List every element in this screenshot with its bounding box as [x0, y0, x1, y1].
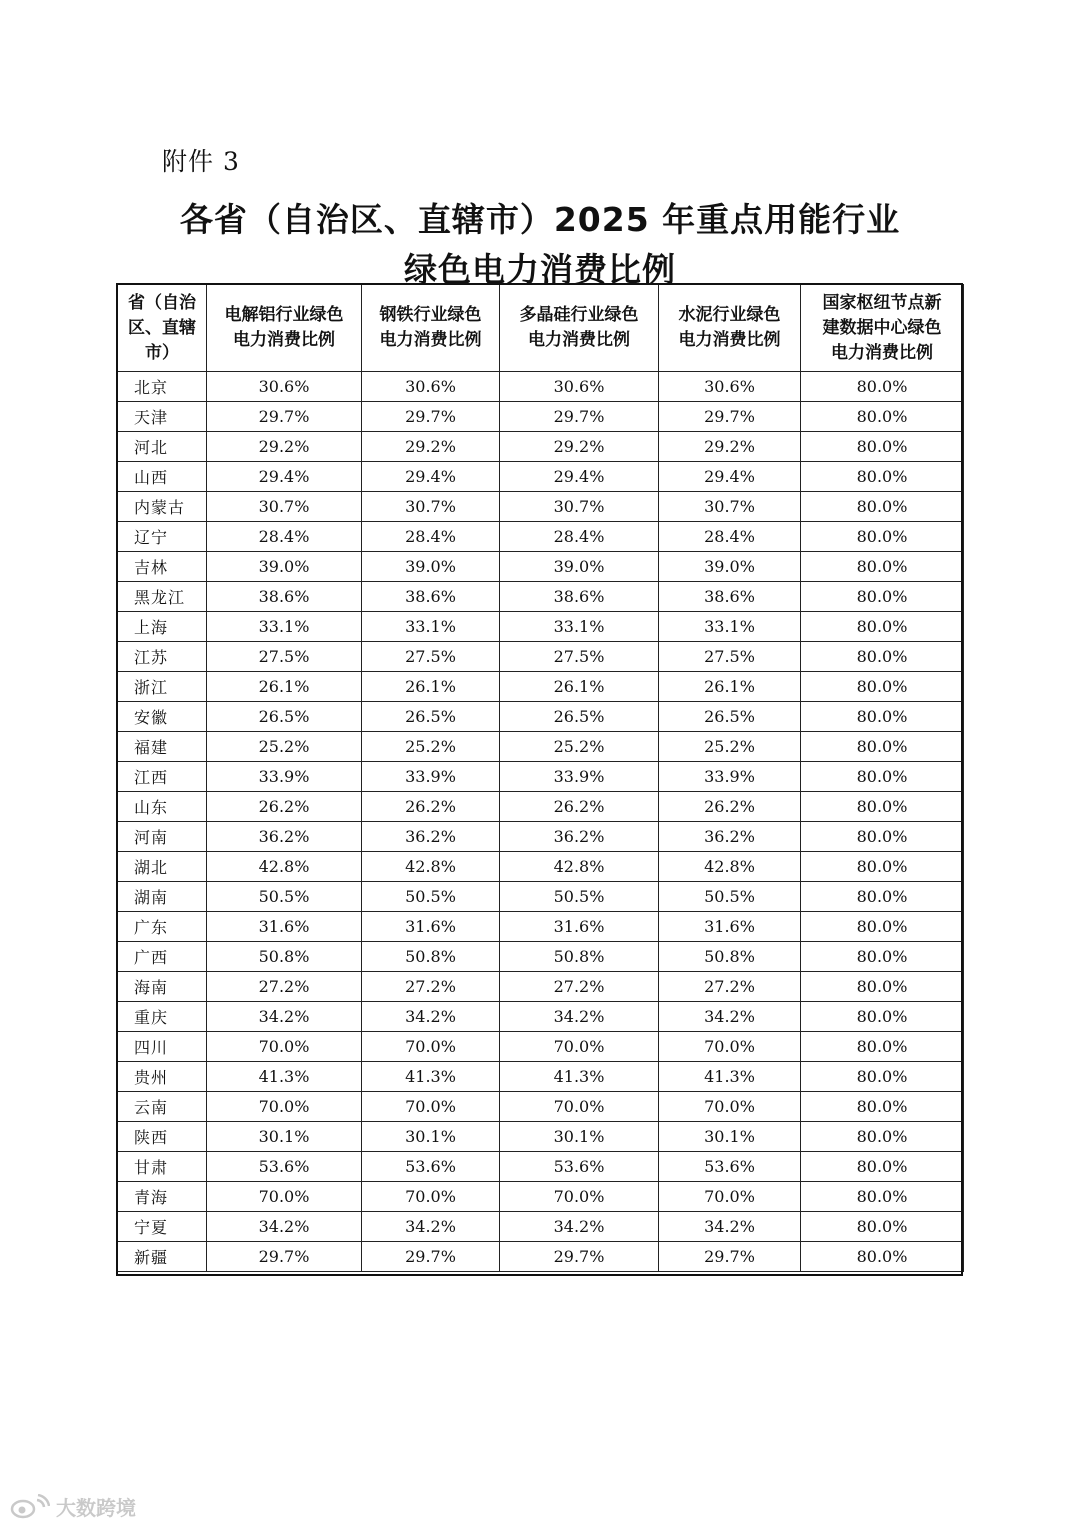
ratio-cell: 53.6% — [207, 1152, 362, 1182]
ratio-cell: 70.0% — [500, 1182, 659, 1212]
ratio-cell: 80.0% — [801, 642, 964, 672]
ratio-cell: 27.2% — [659, 972, 801, 1002]
table-row — [118, 702, 964, 732]
table-row — [118, 1182, 964, 1212]
ratio-cell: 36.2% — [207, 822, 362, 852]
ratio-cell: 25.2% — [207, 732, 362, 762]
ratio-cell: 50.5% — [362, 882, 500, 912]
ratio-cell: 34.2% — [659, 1002, 801, 1032]
ratio-cell: 33.1% — [500, 612, 659, 642]
ratio-cell: 80.0% — [801, 1152, 964, 1182]
table-row — [118, 762, 964, 792]
weibo-icon — [10, 1494, 50, 1520]
ratio-cell: 29.2% — [500, 432, 659, 462]
ratio-cell: 30.1% — [362, 1122, 500, 1152]
ratio-cell: 30.6% — [659, 372, 801, 402]
ratio-cell: 34.2% — [207, 1002, 362, 1032]
province-cell: 黑龙江 — [118, 582, 207, 612]
ratio-cell: 30.7% — [207, 492, 362, 522]
table-row — [118, 522, 964, 552]
ratio-cell: 50.8% — [500, 942, 659, 972]
column-header-line: 电力消费比例 — [233, 330, 335, 350]
ratio-cell: 80.0% — [801, 612, 964, 642]
province-cell: 上海 — [118, 612, 207, 642]
ratio-cell: 29.2% — [659, 432, 801, 462]
province-cell: 天津 — [118, 402, 207, 432]
ratio-cell: 39.0% — [207, 552, 362, 582]
ratio-cell: 29.7% — [659, 1242, 801, 1272]
ratio-cell: 53.6% — [500, 1152, 659, 1182]
table-row — [118, 1002, 964, 1032]
column-header-line: 水泥行业绿色 — [678, 305, 781, 325]
province-cell: 内蒙古 — [118, 492, 207, 522]
ratio-cell: 34.2% — [362, 1212, 500, 1242]
ratio-cell: 70.0% — [659, 1032, 801, 1062]
ratio-cell: 36.2% — [362, 822, 500, 852]
column-header-0 — [118, 285, 207, 372]
ratio-cell: 29.4% — [207, 462, 362, 492]
table-row — [118, 912, 964, 942]
ratio-cell: 29.7% — [659, 402, 801, 432]
table-row — [118, 1092, 964, 1122]
ratio-cell: 36.2% — [500, 822, 659, 852]
table-row — [118, 972, 964, 1002]
ratio-cell: 30.7% — [362, 492, 500, 522]
ratio-cell: 50.5% — [500, 882, 659, 912]
ratio-cell: 30.1% — [207, 1122, 362, 1152]
province-cell: 贵州 — [118, 1062, 207, 1092]
table-row — [118, 852, 964, 882]
ratio-cell: 41.3% — [500, 1062, 659, 1092]
ratio-cell: 70.0% — [362, 1092, 500, 1122]
ratio-cell: 42.8% — [500, 852, 659, 882]
ratio-cell: 30.7% — [659, 492, 801, 522]
column-header-line: 国家枢纽节点新 — [822, 292, 942, 313]
ratio-cell: 42.8% — [659, 852, 801, 882]
ratio-cell: 41.3% — [659, 1062, 801, 1092]
ratio-cell: 27.2% — [500, 972, 659, 1002]
ratio-cell: 26.5% — [362, 702, 500, 732]
ratio-cell: 80.0% — [801, 1032, 964, 1062]
ratio-cell: 39.0% — [500, 552, 659, 582]
table-row — [118, 1212, 964, 1242]
province-cell: 四川 — [118, 1032, 207, 1062]
ratio-cell: 80.0% — [801, 1242, 964, 1272]
ratio-cell: 38.6% — [659, 582, 801, 612]
table-row — [118, 1152, 964, 1182]
ratio-cell: 38.6% — [362, 582, 500, 612]
ratio-cell: 33.1% — [362, 612, 500, 642]
ratio-cell: 29.2% — [207, 432, 362, 462]
ratio-cell: 80.0% — [801, 372, 964, 402]
ratio-cell: 70.0% — [207, 1092, 362, 1122]
ratio-cell: 53.6% — [659, 1152, 801, 1182]
table-row — [118, 582, 964, 612]
ratio-cell: 31.6% — [659, 912, 801, 942]
table-row — [118, 492, 964, 522]
ratio-cell: 29.7% — [207, 402, 362, 432]
column-header-line: 区、直辖 — [128, 317, 196, 338]
ratio-cell: 34.2% — [659, 1212, 801, 1242]
ratio-cell: 26.2% — [659, 792, 801, 822]
province-cell: 河南 — [118, 822, 207, 852]
document-title-line1: 各省（自治区、直辖市）2025 年重点用能行业 — [179, 200, 901, 239]
column-header-line: 电力消费比例 — [379, 330, 482, 350]
ratio-cell: 80.0% — [801, 552, 964, 582]
ratio-cell: 42.8% — [207, 852, 362, 882]
ratio-cell: 27.2% — [207, 972, 362, 1002]
province-cell: 吉林 — [118, 552, 207, 582]
ratio-cell: 80.0% — [801, 702, 964, 732]
ratio-cell: 80.0% — [801, 912, 964, 942]
ratio-cell: 34.2% — [500, 1212, 659, 1242]
province-cell: 广东 — [118, 912, 207, 942]
ratio-cell: 26.5% — [500, 702, 659, 732]
column-header-line: 电力消费比例 — [831, 342, 933, 363]
ratio-cell: 80.0% — [801, 1062, 964, 1092]
ratio-cell: 39.0% — [362, 552, 500, 582]
ratio-cell: 42.8% — [362, 852, 500, 882]
province-cell: 陕西 — [118, 1122, 207, 1152]
ratio-cell: 80.0% — [801, 582, 964, 612]
province-cell: 湖南 — [118, 882, 207, 912]
ratio-cell: 80.0% — [801, 462, 964, 492]
column-header-line: 省（自治 — [128, 292, 196, 313]
table-row — [118, 822, 964, 852]
ratio-cell: 31.6% — [207, 912, 362, 942]
ratio-cell: 31.6% — [500, 912, 659, 942]
ratio-cell: 80.0% — [801, 972, 964, 1002]
column-header-line: 市） — [145, 342, 179, 363]
ratio-cell: 30.1% — [659, 1122, 801, 1152]
ratio-cell: 34.2% — [362, 1002, 500, 1032]
green-power-ratio-table — [117, 284, 964, 1272]
ratio-cell: 28.4% — [362, 522, 500, 552]
column-header-2 — [362, 285, 500, 372]
ratio-cell: 30.6% — [500, 372, 659, 402]
province-cell: 福建 — [118, 732, 207, 762]
watermark-text: 大数跨境 — [56, 1496, 136, 1520]
ratio-cell: 25.2% — [659, 732, 801, 762]
ratio-cell: 50.5% — [659, 882, 801, 912]
column-header-line: 钢铁行业绿色 — [379, 305, 482, 325]
attachment-label: 附件 3 — [162, 147, 240, 176]
table-row — [118, 672, 964, 702]
ratio-cell: 26.2% — [362, 792, 500, 822]
table-row — [118, 792, 964, 822]
province-cell: 青海 — [118, 1182, 207, 1212]
ratio-cell: 29.7% — [362, 1242, 500, 1272]
table-row — [118, 642, 964, 672]
ratio-cell: 30.6% — [207, 372, 362, 402]
ratio-cell: 26.1% — [362, 672, 500, 702]
province-cell: 广西 — [118, 942, 207, 972]
province-cell: 宁夏 — [118, 1212, 207, 1242]
ratio-cell: 30.1% — [500, 1122, 659, 1152]
ratio-cell: 50.8% — [207, 942, 362, 972]
ratio-cell: 70.0% — [500, 1032, 659, 1062]
ratio-cell: 27.2% — [362, 972, 500, 1002]
column-header-line: 电力消费比例 — [528, 330, 630, 350]
ratio-cell: 70.0% — [362, 1182, 500, 1212]
ratio-cell: 29.2% — [362, 432, 500, 462]
table-row — [118, 372, 964, 402]
ratio-cell: 34.2% — [207, 1212, 362, 1242]
ratio-cell: 27.5% — [500, 642, 659, 672]
ratio-cell: 80.0% — [801, 942, 964, 972]
column-header-4 — [659, 285, 801, 372]
table-row — [118, 432, 964, 462]
column-header-line: 建数据中心绿色 — [822, 317, 942, 338]
ratio-cell: 28.4% — [500, 522, 659, 552]
province-cell: 甘肃 — [118, 1152, 207, 1182]
column-header-3 — [500, 285, 659, 372]
ratio-cell: 33.9% — [207, 762, 362, 792]
province-cell: 山东 — [118, 792, 207, 822]
ratio-cell: 50.5% — [207, 882, 362, 912]
ratio-cell: 29.4% — [362, 462, 500, 492]
table-body — [118, 372, 964, 1272]
table-row — [118, 882, 964, 912]
ratio-cell: 28.4% — [207, 522, 362, 552]
ratio-cell: 70.0% — [500, 1092, 659, 1122]
ratio-cell: 38.6% — [500, 582, 659, 612]
ratio-cell: 26.5% — [207, 702, 362, 732]
ratio-cell: 29.7% — [500, 402, 659, 432]
table-row — [118, 942, 964, 972]
ratio-cell: 28.4% — [659, 522, 801, 552]
ratio-cell: 80.0% — [801, 672, 964, 702]
ratio-cell: 25.2% — [362, 732, 500, 762]
ratio-cell: 80.0% — [801, 522, 964, 552]
ratio-cell: 70.0% — [207, 1182, 362, 1212]
ratio-cell: 80.0% — [801, 1092, 964, 1122]
ratio-cell: 26.5% — [659, 702, 801, 732]
ratio-cell: 26.1% — [659, 672, 801, 702]
ratio-cell: 39.0% — [659, 552, 801, 582]
province-cell: 安徽 — [118, 702, 207, 732]
ratio-cell: 41.3% — [362, 1062, 500, 1092]
ratio-cell: 25.2% — [500, 732, 659, 762]
table-row — [118, 1122, 964, 1152]
ratio-cell: 34.2% — [500, 1002, 659, 1032]
ratio-cell: 80.0% — [801, 492, 964, 522]
ratio-cell: 50.8% — [659, 942, 801, 972]
ratio-cell: 26.1% — [500, 672, 659, 702]
province-cell: 山西 — [118, 462, 207, 492]
ratio-cell: 80.0% — [801, 822, 964, 852]
ratio-cell: 33.1% — [207, 612, 362, 642]
ratio-cell: 80.0% — [801, 732, 964, 762]
province-cell: 湖北 — [118, 852, 207, 882]
table-row — [118, 462, 964, 492]
ratio-cell: 29.4% — [500, 462, 659, 492]
province-cell: 云南 — [118, 1092, 207, 1122]
ratio-cell: 70.0% — [207, 1032, 362, 1062]
province-cell: 北京 — [118, 372, 207, 402]
province-cell: 重庆 — [118, 1002, 207, 1032]
ratio-cell: 33.1% — [659, 612, 801, 642]
ratio-cell: 38.6% — [207, 582, 362, 612]
column-header-1 — [207, 285, 362, 372]
ratio-cell: 70.0% — [362, 1032, 500, 1062]
ratio-cell: 29.7% — [362, 402, 500, 432]
ratio-cell: 31.6% — [362, 912, 500, 942]
ratio-cell: 80.0% — [801, 762, 964, 792]
table-row — [118, 612, 964, 642]
table-row — [118, 732, 964, 762]
document-title-line2: 绿色电力消费比例 — [404, 250, 676, 289]
ratio-cell: 29.7% — [500, 1242, 659, 1272]
column-header-line: 多晶硅行业绿色 — [519, 305, 639, 325]
province-cell: 海南 — [118, 972, 207, 1002]
ratio-cell: 26.2% — [207, 792, 362, 822]
province-cell: 浙江 — [118, 672, 207, 702]
ratio-cell: 33.9% — [362, 762, 500, 792]
province-cell: 江苏 — [118, 642, 207, 672]
column-header-line: 电力消费比例 — [678, 330, 781, 350]
ratio-cell: 80.0% — [801, 1122, 964, 1152]
column-header-5 — [801, 285, 964, 372]
table-row — [118, 402, 964, 432]
column-header-line: 电解铝行业绿色 — [224, 305, 344, 325]
ratio-cell: 80.0% — [801, 852, 964, 882]
province-cell: 江西 — [118, 762, 207, 792]
province-cell: 新疆 — [118, 1242, 207, 1272]
ratio-cell: 80.0% — [801, 792, 964, 822]
watermark — [10, 1492, 136, 1521]
province-cell: 辽宁 — [118, 522, 207, 552]
ratio-cell: 33.9% — [659, 762, 801, 792]
ratio-cell: 80.0% — [801, 1212, 964, 1242]
ratio-cell: 30.6% — [362, 372, 500, 402]
ratio-cell: 27.5% — [659, 642, 801, 672]
ratio-cell: 80.0% — [801, 1002, 964, 1032]
table-row — [118, 552, 964, 582]
ratio-cell: 80.0% — [801, 432, 964, 462]
ratio-cell: 70.0% — [659, 1092, 801, 1122]
table-row — [118, 1242, 964, 1272]
ratio-cell: 70.0% — [659, 1182, 801, 1212]
ratio-cell: 53.6% — [362, 1152, 500, 1182]
ratio-cell: 27.5% — [362, 642, 500, 672]
ratio-cell: 50.8% — [362, 942, 500, 972]
table-row — [118, 1062, 964, 1092]
ratio-cell: 36.2% — [659, 822, 801, 852]
table-row — [118, 1032, 964, 1062]
ratio-cell: 80.0% — [801, 402, 964, 432]
ratio-cell: 80.0% — [801, 882, 964, 912]
ratio-cell: 33.9% — [500, 762, 659, 792]
ratio-cell: 30.7% — [500, 492, 659, 522]
header-row — [118, 285, 964, 372]
ratio-cell: 41.3% — [207, 1062, 362, 1092]
province-cell: 河北 — [118, 432, 207, 462]
table-header — [118, 285, 964, 372]
ratio-cell: 80.0% — [801, 1182, 964, 1212]
ratio-cell: 27.5% — [207, 642, 362, 672]
ratio-cell: 26.1% — [207, 672, 362, 702]
ratio-cell: 26.2% — [500, 792, 659, 822]
ratio-cell: 29.7% — [207, 1242, 362, 1272]
ratio-cell: 29.4% — [659, 462, 801, 492]
